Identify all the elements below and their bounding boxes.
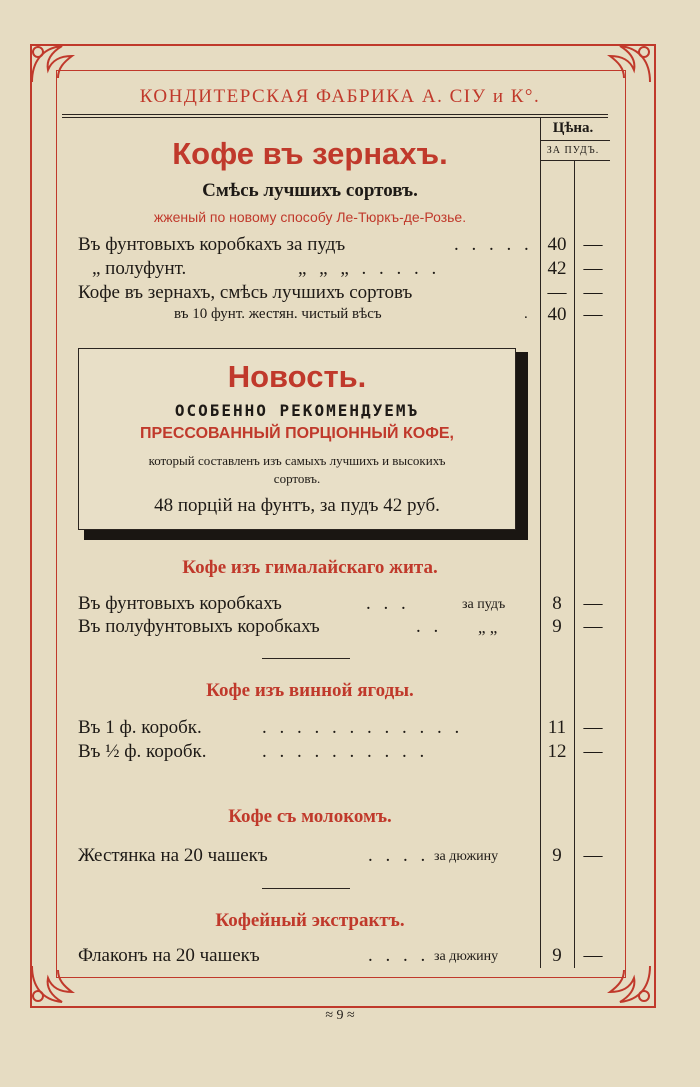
price-value: 40 (547, 304, 567, 325)
price-value: — (547, 282, 567, 303)
price-column-unit: ЗА ПУДЪ. (546, 145, 600, 156)
price-value: 9 (552, 945, 562, 966)
ornament-icon: ≈ (347, 1008, 355, 1023)
page-number: ≈ 9 ≈ (325, 1008, 355, 1023)
price-header-rule (540, 160, 610, 161)
price-kopecks: — (583, 258, 603, 279)
price-kopecks: — (583, 741, 603, 762)
price-kopecks: — (583, 717, 603, 738)
novelty-price: 48 порцій на фунтъ, за пудъ 42 руб. (154, 495, 440, 516)
section-title: Кофе съ молокомъ. (228, 806, 392, 827)
price-kopecks: — (583, 845, 603, 866)
price-kopecks: — (583, 593, 603, 614)
novelty-description: который составленъ изъ самыхъ лучшихъ и высокихъ (148, 453, 446, 468)
price-value: 8 (552, 593, 562, 614)
box-shadow (514, 352, 528, 538)
novelty-title: Новость. (227, 359, 367, 394)
price-kopecks: — (583, 282, 603, 303)
price-value: 12 (547, 741, 567, 762)
price-kopecks: — (583, 234, 603, 255)
section-title: Кофе въ зернахъ. (172, 136, 448, 171)
price-column-rule (574, 160, 575, 968)
novelty-box (78, 348, 516, 530)
price-value: 9 (552, 845, 562, 866)
price-value: 11 (547, 717, 567, 738)
corner-ornament-icon (598, 42, 654, 86)
section-title: Кофе изъ винной ягоды. (206, 680, 414, 701)
section-note: жженый по новому способу Ле-Тюркъ-де-Розье. (153, 209, 467, 225)
price-header-rule (540, 140, 610, 141)
price-kopecks: — (583, 945, 603, 966)
section-title: Кофе изъ гималайскаго жита. (182, 557, 438, 578)
section-subtitle: Смѣсь лучшихъ сортовъ. (202, 180, 418, 201)
header-rule (62, 117, 608, 118)
header-rule (62, 114, 608, 115)
page-header-title: КОНДИТЕРСКАЯ ФАБРИКА А. СІУ и К°. (139, 86, 541, 107)
corner-ornament-icon (598, 962, 654, 1006)
corner-ornament-icon (28, 42, 84, 86)
section-title: Кофейный экстрактъ. (215, 910, 405, 931)
price-kopecks: — (583, 616, 603, 637)
section-divider (262, 888, 350, 889)
section-divider (262, 658, 350, 659)
price-value: 42 (547, 258, 567, 279)
corner-ornament-icon (28, 962, 84, 1006)
novelty-recommend: ОСОБЕННО РЕКОМЕНДУЕМЪ (174, 401, 420, 420)
novelty-product: ПРЕССОВАННЫЙ ПОРЦІОННЫЙ КОФЕ, (140, 425, 454, 442)
price-value: 9 (552, 616, 562, 637)
price-kopecks: — (583, 304, 603, 325)
ornament-icon: ≈ (325, 1008, 333, 1023)
novelty-description: сортовъ. (273, 471, 321, 486)
price-value: 40 (547, 234, 567, 255)
price-column-label: Цѣна. (552, 120, 594, 136)
